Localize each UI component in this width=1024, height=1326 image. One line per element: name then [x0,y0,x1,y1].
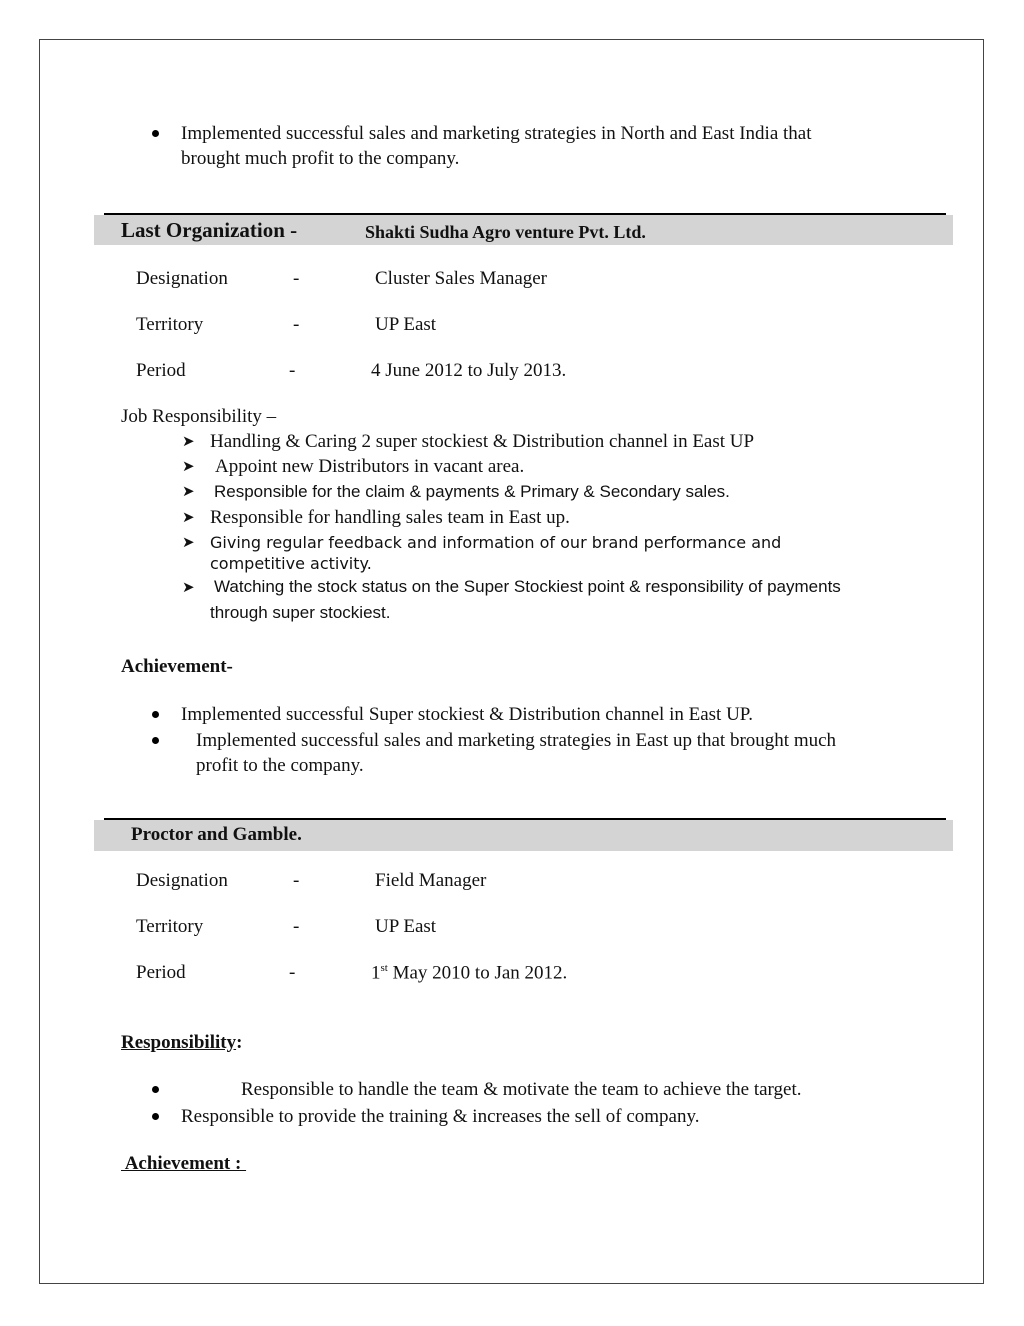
detail-key: Designation [136,268,228,289]
arrow-bullet-icon: ➤ [182,578,195,596]
achievement-heading: Achievement- [121,656,233,677]
bullet-icon [152,737,159,744]
arrow-bullet-icon: ➤ [182,508,195,526]
detail-key: Period [136,962,186,983]
responsibility-item: Watching the stock status on the Super Stockiest point & responsibility of payments [214,577,841,596]
detail-key: Territory [136,314,204,335]
bullet-icon [152,1113,159,1120]
detail-sep: - [293,916,300,937]
arrow-bullet-icon: ➤ [182,533,195,551]
pg-company: Proctor and Gamble. [131,824,302,845]
arrow-bullet-icon: ➤ [182,457,195,475]
bullet-icon [152,711,159,718]
responsibility-heading-text: Responsibility [121,1032,237,1053]
period-ordinal: st [380,962,388,974]
detail-sep: - [293,870,300,891]
detail-sep: - [289,360,296,381]
bullet-icon [152,1086,159,1093]
achievement-line: profit to the company. [196,755,364,776]
responsibility-item: Responsible for handling sales team in East up. [210,507,570,528]
responsibility-item: Giving regular feedback and information of our brand performance and [210,533,782,552]
detail-sep: - [289,962,296,983]
period-day: 1 [371,962,381,984]
responsibility-item: Responsible for the claim & payments & Primary & Secondary sales. [214,482,730,501]
achievement-line: Implemented successful sales and marketing strategies in North and East India that [181,123,812,144]
responsibility-item: competitive activity. [210,554,372,573]
achievement-line: Implemented successful Super stockiest & Distribution channel in East UP. [181,704,754,725]
responsibility-heading [121,1032,242,1054]
job-responsibility-heading: Job Responsibility – [121,406,277,427]
detail-value: 4 June 2012 to July 2013. [371,360,567,381]
detail-key: Period [136,360,186,381]
detail-sep: - [293,268,300,289]
arrow-bullet-icon: ➤ [182,432,195,450]
responsibility-item: Handling & Caring 2 super stockiest & Distribution channel in East UP [210,431,755,452]
last-org-company: Shakti Sudha Agro venture Pvt. Ltd. [365,222,646,242]
last-org-label: Last Organization - [121,218,298,242]
achievement-line: Implemented successful sales and marketing strategies in East up that brought much [196,730,837,751]
detail-value: UP East [375,916,437,937]
detail-key: Designation [136,870,228,891]
bullet-icon [152,130,159,137]
pg-achievement-heading: Achievement : [121,1153,247,1174]
detail-value: Field Manager [375,870,487,891]
responsibility-colon: : [236,1032,243,1053]
detail-sep: - [293,314,300,335]
detail-value [371,962,567,984]
responsibility-item: through super stockiest. [210,603,391,622]
detail-value: UP East [375,314,437,335]
arrow-bullet-icon: ➤ [182,482,195,500]
detail-key: Territory [136,916,204,937]
detail-value: Cluster Sales Manager [375,268,548,289]
responsibility-item: Responsible to handle the team & motivate the team to achieve the target. [241,1079,802,1100]
achievement-line: brought much profit to the company. [181,148,460,169]
period-rest: May 2010 to Jan 2012. [387,962,568,984]
responsibility-item: Appoint new Distributors in vacant area. [215,456,525,477]
responsibility-item: Responsible to provide the training & increases the sell of company. [181,1106,700,1127]
